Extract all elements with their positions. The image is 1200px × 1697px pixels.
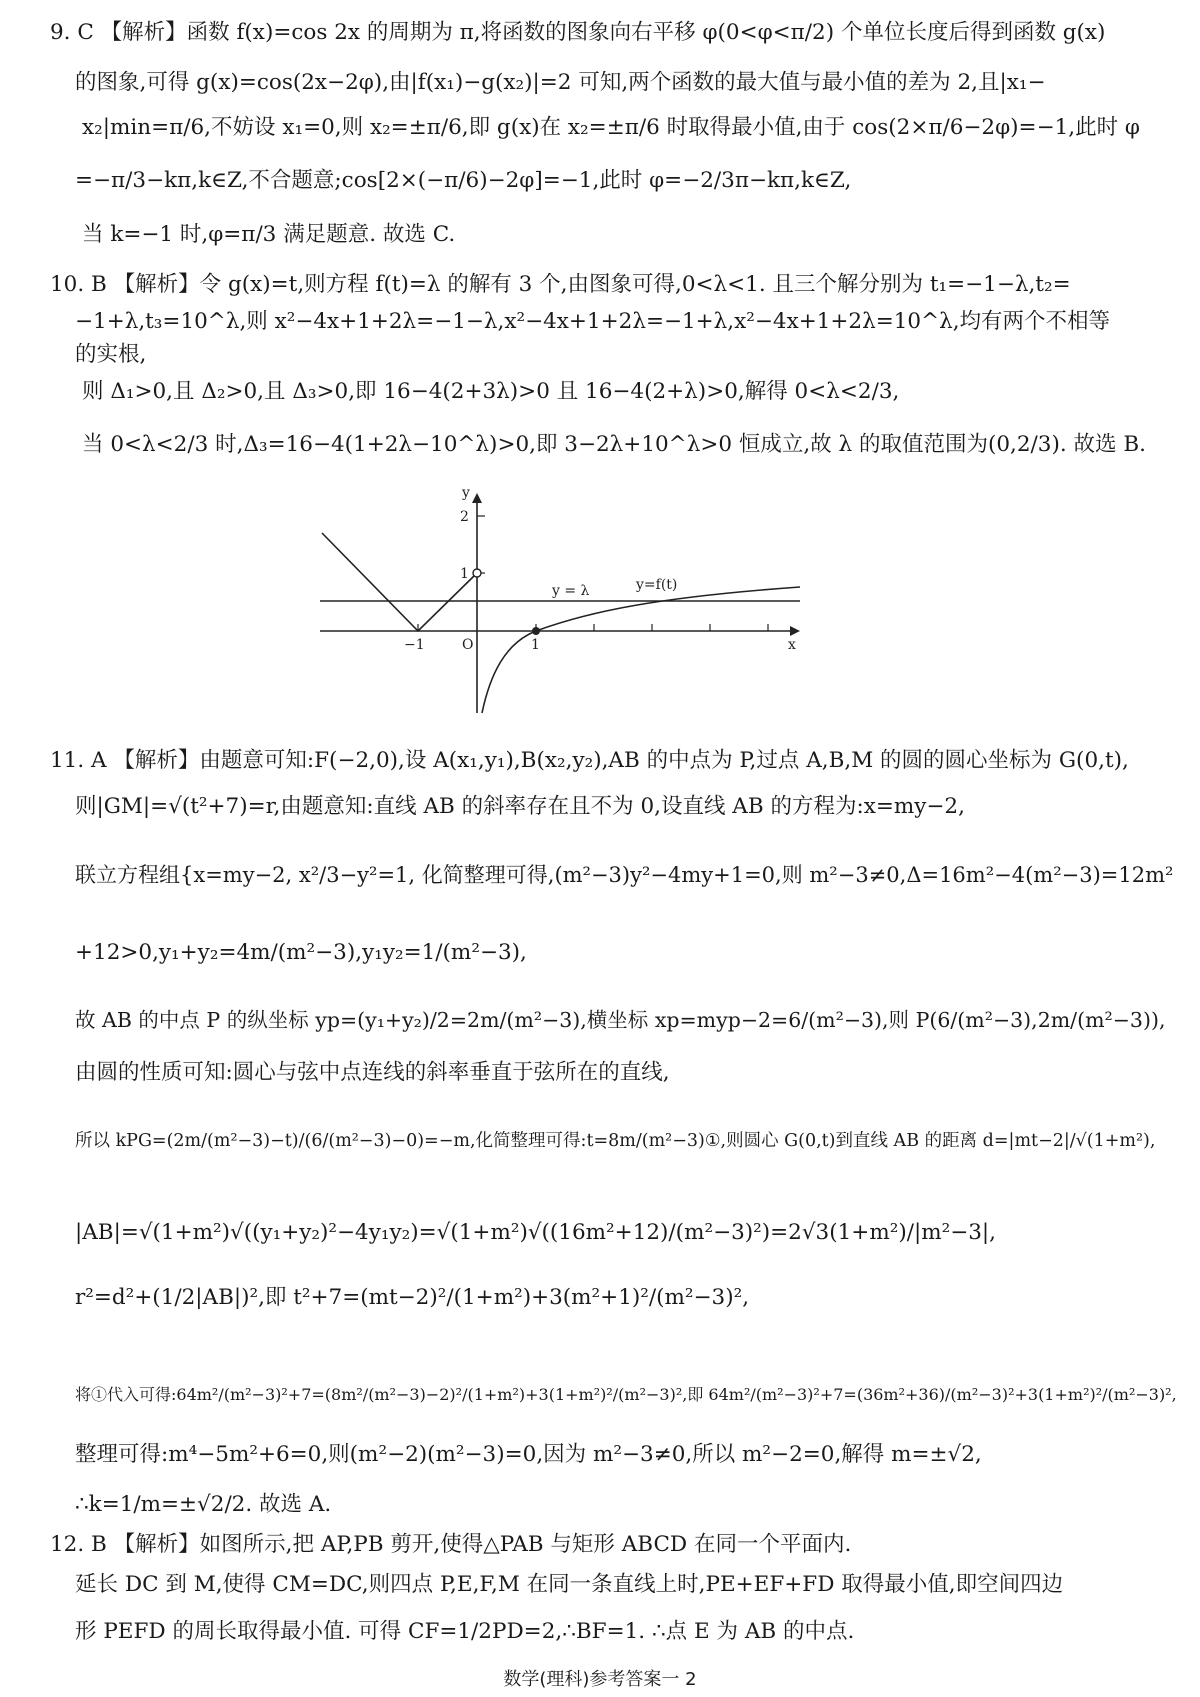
x-axis-label: x — [788, 637, 796, 653]
q12-line-2: 延长 DC 到 M,使得 CM=DC,则四点 P,E,F,M 在同一条直线上时,PE+EF+FD 取得最小值,即空间四边 — [75, 1572, 1064, 1597]
q10-line-4: 则 Δ₁>0,且 Δ₂>0,且 Δ₃>0,即 16−4(2+3λ)>0 且 16−4(2+λ)>0,解得 0<λ<2/3, — [82, 379, 900, 404]
function-graph — [330, 485, 870, 735]
q11-line-8: |AB|=√(1+m²)√((y₁+y₂)²−4y₁y₂)=√(1+m²)√((16m²+12)/(m²−3)²)=2√3(1+m²)/|m²−3|, — [75, 1220, 996, 1245]
open-point — [473, 569, 481, 577]
q11-line-1: 11. A 【解析】由题意可知:F(−2,0),设 A(x₁,y₁),B(x₂,y₂),AB 的中点为 P,过点 A,B,M 的圆的圆心坐标为 G(0,t), — [50, 748, 1129, 773]
q9-line-5: 当 k=−1 时,φ=π/3 满足题意. 故选 C. — [82, 222, 456, 247]
solid-point — [532, 627, 540, 635]
q11-line-10: 将①代入可得:64m²/(m²−3)²+7=(8m²/(m²−3)−2)²/(1+m²)+3(1+m²)²/(m²−3)²,即 64m²/(m²−3)²+7=(36m²+36)/(m²−3)²+3(1+m²)²/(m²−3)², — [75, 1385, 1177, 1404]
q9-line-4: =−π/3−kπ,k∈Z,不合题意;cos[2×(−π/6)−2φ]=−1,此时 φ=−2/3π−kπ,k∈Z, — [75, 168, 852, 193]
q9-line-1: 9. C 【解析】函数 f(x)=cos 2x 的周期为 π,将函数的图象向右平移 φ(0<φ<π/2) 个单位长度后得到函数 g(x) — [50, 20, 1106, 45]
q11-line-4: +12>0,y₁+y₂=4m/(m²−3),y₁y₂=1/(m²−3), — [75, 940, 527, 965]
q11-line-2: 则|GM|=√(t²+7)=r,由题意知:直线 AB 的斜率存在且不为 0,设直线 AB 的方程为:x=my−2, — [75, 794, 965, 819]
q12-line-3: 形 PEFD 的周长取得最小值. 可得 CF=1/2PD=2,∴BF=1. ∴点 E 为 AB 的中点. — [75, 1619, 855, 1644]
abs-branch — [322, 533, 475, 631]
y-axis-arrow-icon — [472, 493, 482, 503]
q11-line-9: r²=d²+(1/2|AB|)²,即 t²+7=(mt−2)²/(1+m²)+3(m²+1)²/(m²−3)², — [75, 1285, 750, 1310]
q11-line-12: ∴k=1/m=±√2/2. 故选 A. — [75, 1492, 332, 1517]
y-tick-2-label: 2 — [460, 509, 469, 525]
x-tick-neg1-label: −1 — [404, 637, 425, 653]
y-tick-1-label: 1 — [460, 566, 469, 582]
y-axis-label: y — [462, 485, 470, 501]
page-footer: 数学(理科)参考答案一 2 — [503, 1669, 697, 1690]
q11-line-11: 整理可得:m⁴−5m²+6=0,则(m²−2)(m²−3)=0,因为 m²−3≠0,所以 m²−2=0,解得 m=±√2, — [75, 1442, 982, 1467]
x-tick-1-label: 1 — [531, 637, 540, 653]
q12-line-1: 12. B 【解析】如图所示,把 AP,PB 剪开,使得△PAB 与矩形 ABCD 在同一个平面内. — [50, 1532, 852, 1557]
q11-line-7: 所以 kPG=(2m/(m²−3)−t)/(6/(m²−3)−0)=−m,化简整理可得:t=8m/(m²−3)①,则圆心 G(0,t)到直线 AB 的距离 d=|mt−2|/√(1+m²), — [75, 1131, 1156, 1151]
lambda-label: y = λ — [552, 583, 590, 599]
q11-line-5: 故 AB 的中点 P 的纵坐标 yp=(y₁+y₂)/2=2m/(m²−3),横坐标 xp=myp−2=6/(m²−3),则 P(6/(m²−3),2m/(m²−3)), — [75, 1008, 1166, 1032]
q9-line-3: x₂|min=π/6,不妨设 x₁=0,则 x₂=±π/6,即 g(x)在 x₂=±π/6 时取得最小值,由于 cos(2×π/6−2φ)=−1,此时 φ — [82, 115, 1140, 140]
q11-line-6: 由圆的性质可知:圆心与弦中点连线的斜率垂直于弦所在的直线, — [75, 1060, 670, 1085]
q10-line-3: 的实根, — [75, 342, 147, 367]
origin-label: O — [462, 637, 474, 653]
f-label: y=f(t) — [636, 577, 678, 593]
q11-line-3: 联立方程组{x=my−2, x²/3−y²=1, 化简整理可得,(m²−3)y²−4my+1=0,则 m²−3≠0,Δ=16m²−4(m²−3)=12m² — [75, 863, 1174, 887]
function-graph-svg — [330, 485, 870, 735]
q9-line-2: 的图象,可得 g(x)=cos(2x−2φ),由|f(x₁)−g(x₂)|=2 可知,两个函数的最大值与最小值的差为 2,且|x₁− — [75, 70, 1046, 95]
q10-line-5: 当 0<λ<2/3 时,Δ₃=16−4(1+2λ−10^λ)>0,即 3−2λ+10^λ>0 恒成立,故 λ 的取值范围为(0,2/3). 故选 B. — [82, 432, 1146, 457]
x-axis-arrow-icon — [790, 626, 800, 636]
q10-line-1: 10. B 【解析】令 g(x)=t,则方程 f(t)=λ 的解有 3 个,由图象可得,0<λ<1. 且三个解分别为 t₁=−1−λ,t₂= — [50, 272, 1071, 297]
log-branch — [482, 587, 800, 713]
q10-line-2: −1+λ,t₃=10^λ,则 x²−4x+1+2λ=−1−λ,x²−4x+1+2λ=−1+λ,x²−4x+1+2λ=10^λ,均有两个不相等 — [75, 309, 1111, 334]
